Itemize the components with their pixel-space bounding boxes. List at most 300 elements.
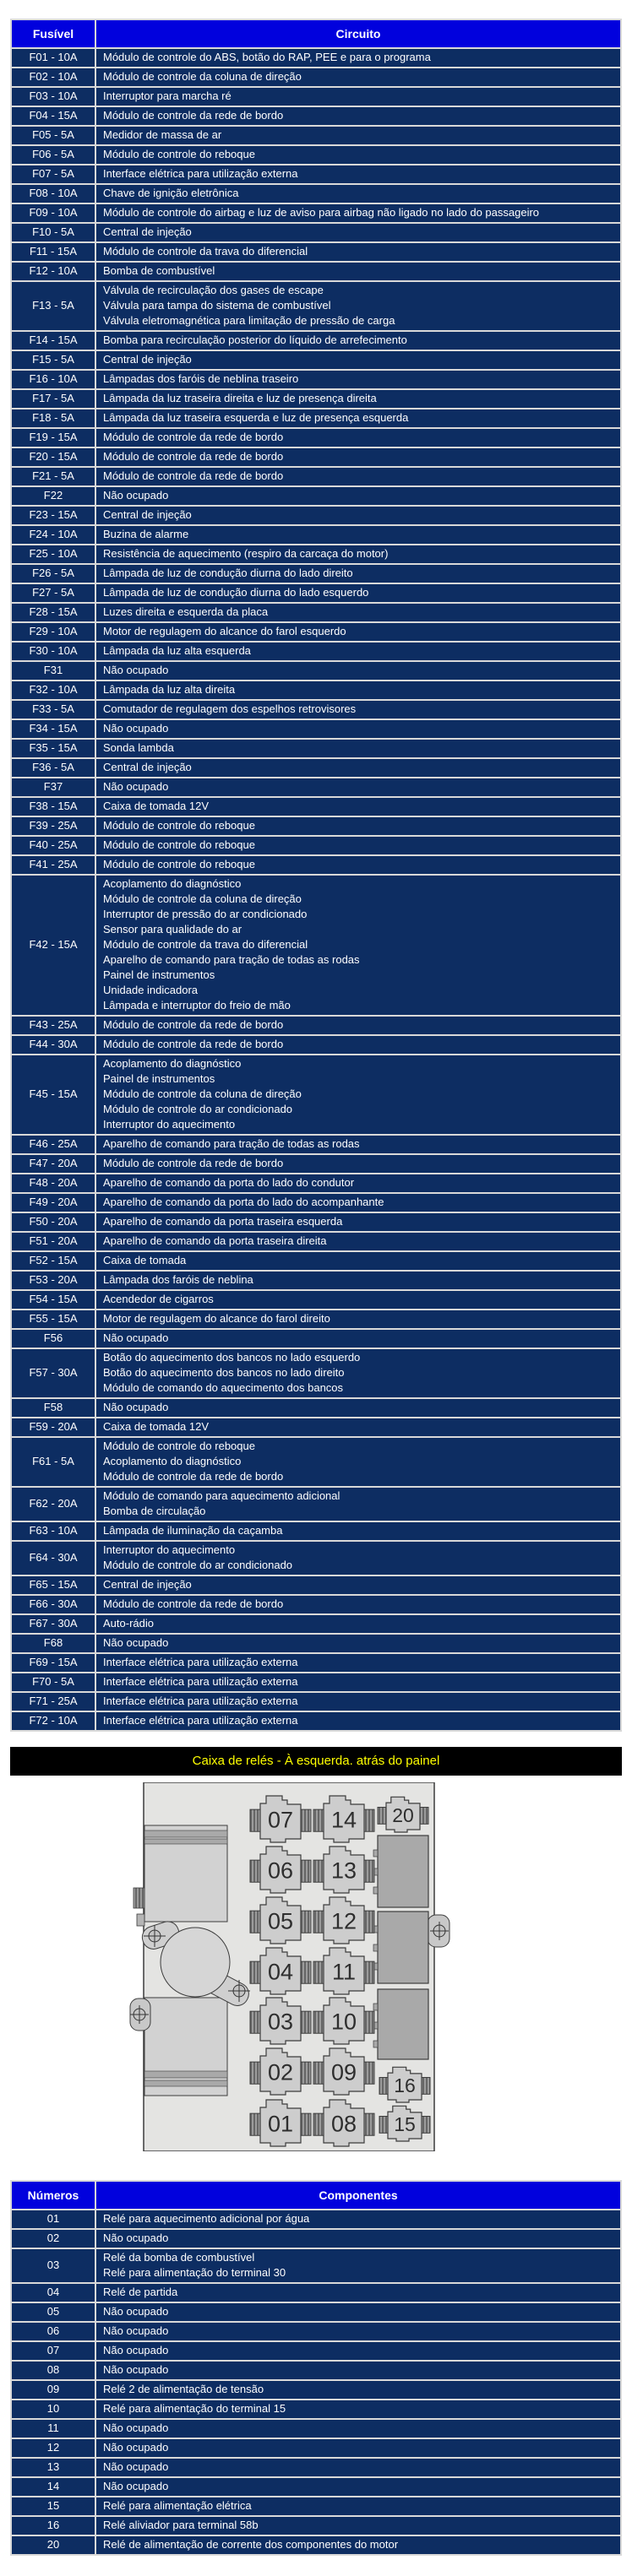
relay-row	[11, 2477, 621, 2497]
description-line: Bomba para recirculação posterior do líquido de arrefecimento	[103, 334, 407, 346]
description-line: Módulo de comando do aquecimento dos bancos	[103, 1381, 344, 1394]
description-line: Interface elétrica para utilização externa	[103, 1656, 298, 1668]
description-line: Módulo de controle da rede de bordo	[103, 109, 284, 122]
relay-row-description	[95, 2458, 621, 2477]
description-line: Botão do aquecimento dos bancos no lado direito	[103, 1366, 345, 1379]
fuse-row-id: F72 - 10A	[11, 1711, 95, 1731]
fuse-row-description	[95, 126, 621, 145]
fuse-row	[11, 165, 621, 184]
fuse-row-description	[95, 1290, 621, 1310]
description-line: Relé para aquecimento adicional por água	[103, 2212, 310, 2225]
description-line: Módulo de controle da rede de bordo	[103, 431, 284, 443]
fuse-row-id: F17 - 5A	[11, 389, 95, 409]
relay-row	[11, 2341, 621, 2361]
fuse-row-description	[95, 1398, 621, 1418]
relay-connector	[313, 1911, 324, 1933]
fuse-row-description	[95, 350, 621, 370]
fuse-row-id: F35 - 15A	[11, 739, 95, 758]
fuse-row-id: F41 - 25A	[11, 855, 95, 875]
fuse-row-description	[95, 370, 621, 389]
relay-connector	[313, 1860, 324, 1882]
description-line: Não ocupado	[103, 2480, 169, 2492]
fuse-row-id: F31	[11, 661, 95, 681]
fuse-row	[11, 1692, 621, 1711]
relay-connector	[378, 1808, 386, 1825]
fuse-row	[11, 836, 621, 855]
fuse-row	[11, 262, 621, 281]
relay-row	[11, 2419, 621, 2438]
fuse-row	[11, 87, 621, 106]
fuse-row-description	[95, 1634, 621, 1653]
description-line: Acoplamento do diagnóstico	[103, 1455, 242, 1467]
fuse-row-description	[95, 1055, 621, 1135]
description-line: Painel de instrumentos	[103, 1072, 215, 1085]
description-line: Central de injeção	[103, 353, 192, 366]
description-line: Módulo de controle da rede de bordo	[103, 1038, 284, 1050]
relay-number-label: 12	[330, 1908, 357, 1934]
fuse-row-id: F05 - 5A	[11, 126, 95, 145]
fuse-row-description	[95, 622, 621, 642]
fuse-row	[11, 1521, 621, 1541]
description-line: Não ocupado	[103, 780, 169, 793]
description-line: Relé para alimentação do terminal 30	[103, 2266, 286, 2279]
fuse-row-description	[95, 855, 621, 875]
description-line: Motor de regulagem do alcance do farol direito	[103, 1312, 330, 1325]
relay-row-description	[95, 2400, 621, 2419]
fuse-row	[11, 223, 621, 242]
fuse-row-description	[95, 1348, 621, 1398]
description-line: Luzes direita e esquerda da placa	[103, 605, 269, 618]
fuse-row-description	[95, 1487, 621, 1521]
description-line: Caixa de tomada	[103, 1254, 187, 1266]
relay-number-label: 14	[330, 1807, 357, 1833]
description-line: Acendedor de cigarros	[103, 1293, 214, 1305]
fuse-row	[11, 447, 621, 467]
fuse-row-description	[95, 1521, 621, 1541]
relay-table-header-row	[11, 2181, 621, 2210]
fuse-row	[11, 1232, 621, 1251]
fuse-row-description	[95, 223, 621, 242]
fuse-row-description	[95, 1711, 621, 1731]
description-line: Relé de partida	[103, 2286, 178, 2298]
relay-connector	[301, 2062, 311, 2084]
fuse-row	[11, 1016, 621, 1035]
fuse-row-description	[95, 1271, 621, 1290]
fuse-row	[11, 622, 621, 642]
relay-box-banner-title: Caixa de relés - À esquerda. atrás do painel	[192, 1754, 440, 1768]
fuse-table-body	[11, 48, 621, 1731]
relay-row-id: 09	[11, 2380, 95, 2400]
description-line: Não ocupado	[103, 2363, 169, 2376]
relay-row	[11, 2535, 621, 2555]
description-line: Não ocupado	[103, 1401, 169, 1413]
fuse-row	[11, 758, 621, 778]
description-line: Não ocupado	[103, 2305, 169, 2318]
fuse-row	[11, 816, 621, 836]
fuse-col-header: Fusível	[11, 19, 95, 48]
fuse-row	[11, 1348, 621, 1398]
relay-number-label: 04	[267, 1959, 294, 1985]
relay-connector	[250, 1911, 260, 1933]
relay-connector	[250, 2011, 260, 2033]
fuse-row	[11, 603, 621, 622]
fuse-row	[11, 203, 621, 223]
relay-connector	[301, 1961, 311, 1983]
relay-connector	[379, 2078, 388, 2095]
fuse-row-id: F46 - 25A	[11, 1135, 95, 1154]
fuse-row	[11, 68, 621, 87]
fuse-row-description	[95, 603, 621, 622]
fuse-row	[11, 1541, 621, 1575]
relay-connector	[422, 2117, 430, 2134]
fuse-row	[11, 739, 621, 758]
relay-connector	[301, 1809, 311, 1831]
description-line: Interface elétrica para utilização externa	[103, 1695, 298, 1707]
description-line: Relé aliviador para terminal 58b	[103, 2519, 259, 2531]
fuse-row	[11, 331, 621, 350]
fuse-row-description	[95, 48, 621, 68]
fuse-row-id: F39 - 25A	[11, 816, 95, 836]
fuse-row	[11, 681, 621, 700]
relay-connector	[313, 2113, 324, 2135]
connector-block	[373, 1989, 428, 2059]
description-line: Central de injeção	[103, 225, 192, 238]
fuse-row-description	[95, 145, 621, 165]
relay-table	[10, 2180, 622, 2556]
fuse-row-id: F06 - 5A	[11, 145, 95, 165]
fuse-row-id: F37	[11, 778, 95, 797]
description-line: Aparelho de comando da porta do lado do acompanhante	[103, 1196, 384, 1208]
description-line: Sonda lambda	[103, 741, 174, 754]
fuse-row	[11, 661, 621, 681]
fuse-row-id: F59 - 20A	[11, 1418, 95, 1437]
description-line: Válvula eletromagnética para limitação de pressão de carga	[103, 314, 395, 327]
fuse-row-id: F53 - 20A	[11, 1271, 95, 1290]
relay-connector	[364, 2062, 374, 2084]
fuse-row-description	[95, 1437, 621, 1487]
connector-block	[373, 1836, 428, 1907]
description-line: Lâmpada da luz traseira esquerda e luz de presença esquerda	[103, 411, 409, 424]
fuse-row	[11, 1418, 621, 1437]
relay-row-id: 08	[11, 2361, 95, 2380]
relay-row-description	[95, 2497, 621, 2516]
fuse-row-id: F21 - 5A	[11, 467, 95, 486]
fuse-row-description	[95, 184, 621, 203]
fuse-row	[11, 1055, 621, 1135]
description-line: Módulo de controle do reboque	[103, 858, 255, 870]
fuse-row	[11, 1329, 621, 1348]
description-line: Não ocupado	[103, 2460, 169, 2473]
fuse-row-description	[95, 1212, 621, 1232]
left-module-lower	[144, 1998, 227, 2096]
description-line: Buzina de alarme	[103, 528, 189, 540]
description-line: Interruptor do aquecimento	[103, 1118, 236, 1131]
fuse-row-description	[95, 68, 621, 87]
round-module	[161, 1928, 230, 1997]
fuse-row-id: F16 - 10A	[11, 370, 95, 389]
relay-row-id: 07	[11, 2341, 95, 2361]
description-line: Módulo de controle da rede de bordo	[103, 1597, 284, 1610]
fuse-row-id: F18 - 5A	[11, 409, 95, 428]
connector-block	[373, 1912, 428, 1983]
description-line: Central de injeção	[103, 508, 192, 521]
description-line: Lâmpada da luz alta direita	[103, 683, 236, 696]
fuse-row-id: F67 - 30A	[11, 1614, 95, 1634]
description-line: Interruptor para marcha ré	[103, 89, 232, 102]
fuse-row-id: F03 - 10A	[11, 87, 95, 106]
fuse-row-description	[95, 486, 621, 506]
fuse-row-id: F22	[11, 486, 95, 506]
relay-row	[11, 2322, 621, 2341]
fuse-row-id: F13 - 5A	[11, 281, 95, 331]
fuse-row-description	[95, 467, 621, 486]
fuse-row-id: F52 - 15A	[11, 1251, 95, 1271]
description-line: Interface elétrica para utilização externa	[103, 1714, 298, 1727]
relay-row	[11, 2283, 621, 2302]
fuse-row-id: F08 - 10A	[11, 184, 95, 203]
fuse-row-id: F27 - 5A	[11, 583, 95, 603]
fuse-row	[11, 1398, 621, 1418]
fuse-row	[11, 1212, 621, 1232]
description-line: Módulo de controle do reboque	[103, 838, 255, 851]
relay-row-id: 16	[11, 2516, 95, 2535]
fuse-row-id: F57 - 30A	[11, 1348, 95, 1398]
fuse-row	[11, 1174, 621, 1193]
description-line: Lâmpada de luz de condução diurna do lado direito	[103, 567, 353, 579]
fuse-row	[11, 1271, 621, 1290]
fuse-row	[11, 486, 621, 506]
description-line: Módulo de controle da trava do diferencial	[103, 938, 308, 951]
fuse-row-id: F56	[11, 1329, 95, 1348]
relay-row-id: 02	[11, 2229, 95, 2248]
fuse-row	[11, 1487, 621, 1521]
fuse-row	[11, 350, 621, 370]
fuse-row	[11, 1614, 621, 1634]
fuse-table-header-row	[11, 19, 621, 48]
fuse-row-id: F38 - 15A	[11, 797, 95, 816]
left-edge-connector	[133, 1888, 144, 1908]
relay-row-description	[95, 2419, 621, 2438]
relay-row	[11, 2458, 621, 2477]
fuse-row	[11, 1193, 621, 1212]
fuse-row	[11, 1251, 621, 1271]
description-line: Módulo de controle do airbag e luz de aviso para airbag não ligado no lado do passageiro	[103, 206, 540, 219]
description-line: Unidade indicadora	[103, 984, 199, 996]
relay-number-label: 02	[267, 2059, 294, 2085]
fuse-row-id: F28 - 15A	[11, 603, 95, 622]
relay-row-id: 05	[11, 2302, 95, 2322]
fuse-row-id: F71 - 25A	[11, 1692, 95, 1711]
relay-connector	[250, 2062, 260, 2084]
description-line: Relé de alimentação de corrente dos componentes do motor	[103, 2538, 399, 2551]
fuse-row-description	[95, 1692, 621, 1711]
fuse-row-description	[95, 564, 621, 583]
description-line: Caixa de tomada 12V	[103, 1420, 210, 1433]
description-line: Auto-rádio	[103, 1617, 154, 1630]
relay-row-description	[95, 2361, 621, 2380]
relay-row-description	[95, 2535, 621, 2555]
fuse-row	[11, 778, 621, 797]
fuse-row-description	[95, 719, 621, 739]
fuse-row	[11, 525, 621, 545]
fuse-row-id: F65 - 15A	[11, 1575, 95, 1595]
fuse-row	[11, 1595, 621, 1614]
fuse-row-id: F44 - 30A	[11, 1035, 95, 1055]
description-line: Lâmpadas dos faróis de neblina traseiro	[103, 372, 299, 385]
description-line: Acoplamento do diagnóstico	[103, 877, 242, 890]
relay-row-description	[95, 2341, 621, 2361]
relay-row	[11, 2248, 621, 2283]
fuse-row-id: F51 - 20A	[11, 1232, 95, 1251]
left-edge-connector-small	[137, 1914, 144, 1926]
description-line: Não ocupado	[103, 2324, 169, 2337]
fuse-row-description	[95, 1251, 621, 1271]
fuse-row	[11, 1711, 621, 1731]
components-col-header: Componentes	[95, 2181, 621, 2210]
relay-row-description	[95, 2380, 621, 2400]
fuse-row-id: F12 - 10A	[11, 262, 95, 281]
fuse-row	[11, 370, 621, 389]
fuse-row-description	[95, 389, 621, 409]
fuse-row-id: F55 - 15A	[11, 1310, 95, 1329]
relay-row-description	[95, 2248, 621, 2283]
fuse-row	[11, 1310, 621, 1329]
description-line: Não ocupado	[103, 1331, 169, 1344]
relay-connector	[301, 1860, 311, 1882]
fuse-row-id: F68	[11, 1634, 95, 1653]
relay-row-id: 20	[11, 2535, 95, 2555]
description-line: Bomba de combustível	[103, 264, 215, 277]
relay-row-id: 01	[11, 2210, 95, 2229]
description-line: Interface elétrica para utilização externa	[103, 1675, 298, 1688]
fuse-row-description	[95, 661, 621, 681]
relay-number-label: 11	[331, 1959, 357, 1985]
fuse-row-description	[95, 1595, 621, 1614]
description-line: Módulo de controle do ar condicionado	[103, 1559, 293, 1571]
fuse-row-id: F23 - 15A	[11, 506, 95, 525]
description-line: Comutador de regulagem dos espelhos retrovisores	[103, 702, 357, 715]
numbers-col-header: Números	[11, 2181, 95, 2210]
relay-connector	[313, 1809, 324, 1831]
relay-number-label: 05	[267, 1908, 294, 1934]
relay-connector	[364, 1809, 374, 1831]
fuse-row-description	[95, 447, 621, 467]
fuse-row-id: F40 - 25A	[11, 836, 95, 855]
relay-row-id: 15	[11, 2497, 95, 2516]
relay-connector	[313, 2011, 324, 2033]
fuse-row-id: F15 - 5A	[11, 350, 95, 370]
fuse-row-description	[95, 242, 621, 262]
fuse-row-description	[95, 739, 621, 758]
fuse-row	[11, 242, 621, 262]
fuse-row	[11, 145, 621, 165]
description-line: Módulo de controle do reboque	[103, 148, 255, 160]
description-line: Não ocupado	[103, 664, 169, 676]
relay-row-id: 12	[11, 2438, 95, 2458]
fuse-row-description	[95, 1614, 621, 1634]
relay-row-id: 14	[11, 2477, 95, 2497]
fuse-row-id: F61 - 5A	[11, 1437, 95, 1487]
fuse-row-description	[95, 642, 621, 661]
fuse-row-description	[95, 1154, 621, 1174]
description-line: Aparelho de comando para tração de todas as rodas	[103, 953, 360, 966]
relay-row-id: 10	[11, 2400, 95, 2419]
description-line: Módulo de controle do ar condicionado	[103, 1103, 293, 1115]
description-line: Sensor para qualidade do ar	[103, 923, 242, 935]
relay-box-banner	[10, 1747, 622, 1776]
fuse-row	[11, 564, 621, 583]
fuse-row	[11, 106, 621, 126]
relay-connector	[420, 1808, 428, 1825]
description-line: Chave de ignição eletrônica	[103, 187, 239, 199]
relay-number-label: 15	[394, 2112, 416, 2135]
relay-row-description	[95, 2438, 621, 2458]
left-module-upper	[144, 1825, 227, 1922]
fuse-row-description	[95, 1541, 621, 1575]
relay-row	[11, 2438, 621, 2458]
fuse-row-id: F70 - 5A	[11, 1673, 95, 1692]
fuse-row	[11, 583, 621, 603]
description-line: Aparelho de comando da porta traseira direita	[103, 1234, 327, 1247]
relay-table-body	[11, 2210, 621, 2555]
relay-row	[11, 2302, 621, 2322]
fuse-row-id: F42 - 15A	[11, 875, 95, 1016]
fuse-row-id: F43 - 25A	[11, 1016, 95, 1035]
relay-connector	[313, 1961, 324, 1983]
fuse-row	[11, 642, 621, 661]
relay-row	[11, 2210, 621, 2229]
fuse-row	[11, 428, 621, 447]
fuse-row	[11, 719, 621, 739]
fuse-row-description	[95, 681, 621, 700]
fuse-row-description	[95, 106, 621, 126]
relay-row	[11, 2361, 621, 2380]
fuse-row-description	[95, 836, 621, 855]
relay-connector	[364, 1860, 374, 1882]
fuse-row-id: F30 - 10A	[11, 642, 95, 661]
fuse-row-id: F20 - 15A	[11, 447, 95, 467]
description-line: Módulo de controle da rede de bordo	[103, 1157, 284, 1169]
fuse-row	[11, 1154, 621, 1174]
relay-row-description	[95, 2210, 621, 2229]
relay-number-label: 06	[267, 1857, 294, 1884]
fuse-row-description	[95, 1575, 621, 1595]
fuse-row	[11, 797, 621, 816]
fuse-row	[11, 281, 621, 331]
fuse-row-description	[95, 1232, 621, 1251]
relay-row-id: 13	[11, 2458, 95, 2477]
fuse-row-id: F50 - 20A	[11, 1212, 95, 1232]
fuse-row	[11, 1135, 621, 1154]
description-line: Relé para alimentação elétrica	[103, 2499, 252, 2512]
description-line: Não ocupado	[103, 489, 169, 502]
fuse-row-description	[95, 525, 621, 545]
fuse-row-description	[95, 1673, 621, 1692]
fuse-row-id: F58	[11, 1398, 95, 1418]
fuse-row-description	[95, 1310, 621, 1329]
fuse-row-id: F63 - 10A	[11, 1521, 95, 1541]
description-line: Módulo de controle da rede de bordo	[103, 469, 284, 482]
fuse-row-description	[95, 700, 621, 719]
fuse-row	[11, 506, 621, 525]
description-line: Não ocupado	[103, 1636, 169, 1649]
description-line: Interruptor de pressão do ar condicionado	[103, 908, 308, 920]
fuse-row-id: F10 - 5A	[11, 223, 95, 242]
description-line: Módulo de controle da rede de bordo	[103, 1018, 284, 1031]
relay-row	[11, 2380, 621, 2400]
description-line: Lâmpada e interruptor do freio de mão	[103, 999, 291, 1011]
relay-connector	[250, 1809, 260, 1831]
